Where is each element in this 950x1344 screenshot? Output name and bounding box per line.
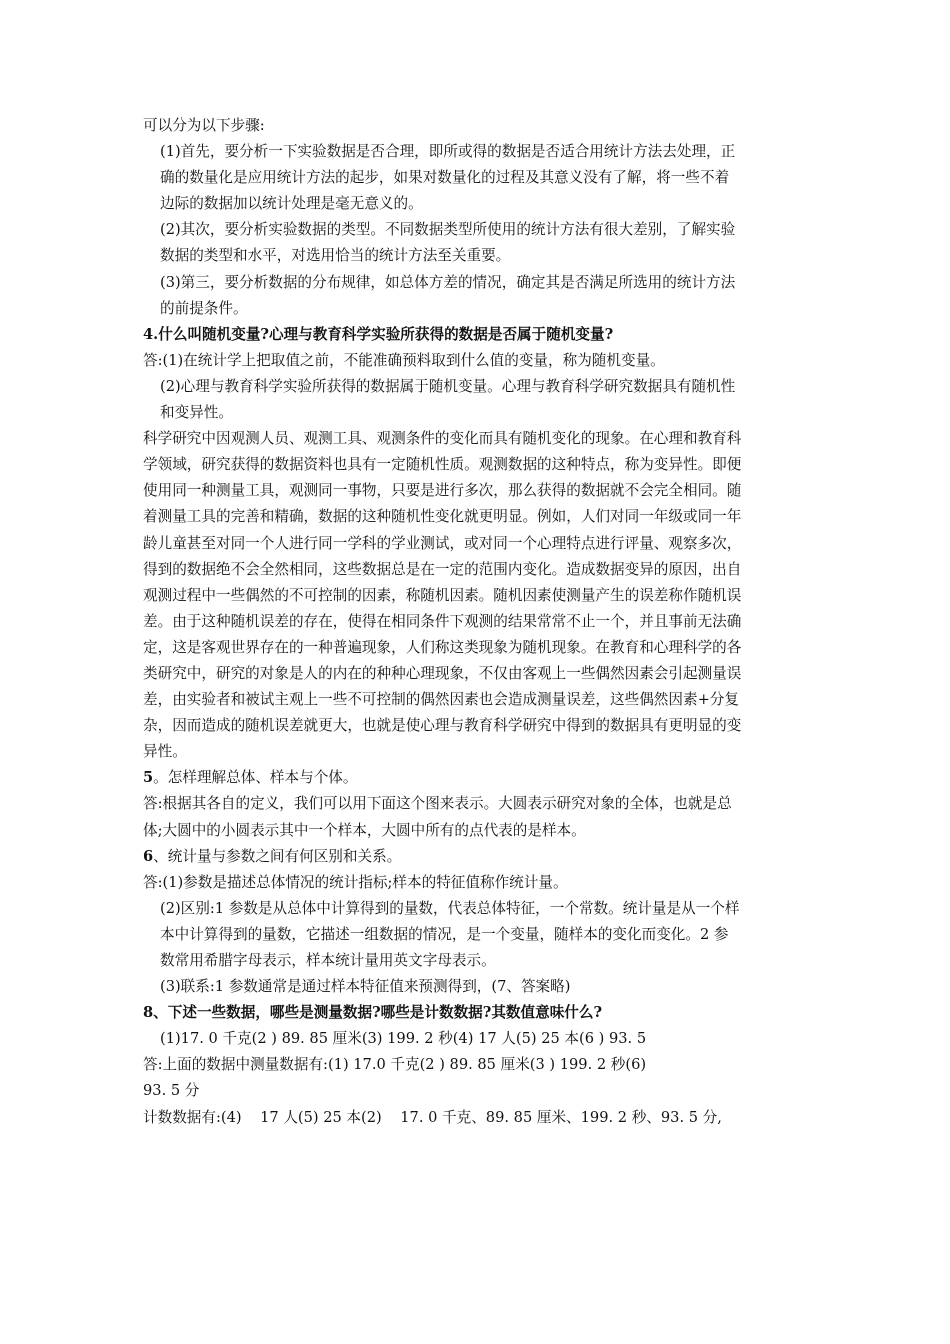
question-number: 4.	[143, 325, 159, 343]
paragraph-step-1: (1)首先，要分析一下实验数据是否合理，即所或得的数据是否适合用统计方法去处理，正确的数量化是应用统计方法的起步，如果对数量化的过程及其意义没有了解，将一些不着边际的数据加以统计处理是毫无意义的。	[160, 143, 736, 213]
question-4-heading	[143, 322, 743, 348]
document-body	[143, 113, 743, 1131]
answer-4-part-1: 答:(1)在统计学上把取值之前，不能准确预料取到什么值的变量，称为随机变量。	[143, 351, 665, 369]
paragraph-step-3: (3)第三，要分析数据的分布规律，如总体方差的情况，确定其是否满足所选用的统计方法的前提条件。	[160, 273, 736, 317]
question-number: 6	[143, 847, 154, 865]
question-5-heading	[143, 765, 743, 791]
answer-8-measurement-cont: 93. 5 分	[143, 1082, 200, 1100]
answer-5: 答:根据其各自的定义，我们可以用下面这个图来表示。大圆表示研究对象的全体，也就是总体;大圆中的小圆表示其中一个样本，大圆中所有的点代表的是样本。	[143, 795, 732, 839]
question-6-heading	[143, 844, 743, 870]
question-8-heading	[143, 1000, 743, 1026]
question-text: 。怎样理解总体、样本与个体。	[153, 769, 358, 787]
answer-4-explanation: 科学研究中因观测人员、观测工具、观测条件的变化而具有随机变化的现象。在心理和教育科学领域，研究获得的数据资料也具有一定随机性质。观测数据的这种特点，称为变异性。即便使用同一种测量工具，观测同一事物，只要是进行多次，那么获得的数据就不会完全相同。随着测量工具的完善和精确，数据的这种随机性变化就更明显。例如，人们对同一年级或同一年龄儿童甚至对同一个人进行同一学科的学业测试，或对同一个心理特点进行评量、观察多次，得到的数据绝不会全然相同，这些数据总是在一定的范围内变化。造成数据变异的原因，出自观测过程中一些偶然的不可控制的因素，称随机因素。随机因素使测量产生的误差称作随机误差。由于这种随机误差的存在，使得在相同条件下观测的结果常常不止一个，并且事前无法确定，这是客观世界存在的一种普遍现象，人们称这类现象为随机现象。在教育和心理科学的各类研究中，研究的对象是人的内在的种种心理现象，不仅由客观上一些偶然因素会引起测量误差，由实验者和被试主观上一些不可控制的偶然因素也会造成测量误差，这些偶然因素+分复杂，因而造成的随机误差就更大，也就是使心理与教育科学研究中得到的数据具有更明显的变异性。	[143, 430, 742, 761]
answer-6-part-3: (3)联系:1 参数通常是通过样本特征值来预测得到，(7、答案略)	[160, 978, 571, 996]
question-number: 5	[143, 769, 154, 787]
text-line: 可以分为以下步骤:	[143, 117, 265, 134]
answer-8-measurement: 答:上面的数据中测量数据有:(1) 17.0 千克(2 ) 89. 85 厘米(3 ) 199. 2 秒(6)	[143, 1056, 647, 1074]
answer-6-part-1: 答:(1)参数是描述总体情况的统计指标;样本的特征值称作统计量。	[143, 873, 568, 891]
question-text: 、下述一些数据，哪些是测量数据?哪些是计数数据?其数值意味什么?	[153, 1004, 603, 1022]
answer-8-count: 计数数据有:(4) 17 人(5) 25 本(2) 17. 0 千克、89. 85 厘米、199. 2 秒、93. 5 分,	[143, 1108, 722, 1126]
question-text: 、统计量与参数之间有何区别和关系。	[153, 847, 402, 865]
paragraph-step-2: (2)其次，要分析实验数据的类型。不同数据类型所使用的统计方法有很大差别，了解实验数据的类型和水平，对选用恰当的统计方法至关重要。	[160, 221, 736, 265]
question-8-data-list: (1)17. 0 千克(2 ) 89. 85 厘米(3) 199. 2 秒(4) 17 人(5) 25 本(6 ) 93. 5	[160, 1030, 647, 1048]
question-number: 8	[143, 1004, 154, 1022]
answer-6-part-2: (2)区别:1 参数是从总体中计算得到的量数，代表总体特征，一个常数。统计量是从一个样本中计算得到的量数，它描述一组数据的情况，是一个变量，随样本的变化而变化。2 参数常用希腊字母表示，样本统计量用英文字母表示。	[160, 899, 740, 969]
answer-4-part-2: (2)心理与教育科学实验所获得的数据属于随机变量。心理与教育科学研究数据具有随机性和变异性。	[160, 377, 736, 422]
question-text: 什么叫随机变量?心理与教育科学实验所获得的数据是否属于随机变量?	[158, 325, 614, 343]
